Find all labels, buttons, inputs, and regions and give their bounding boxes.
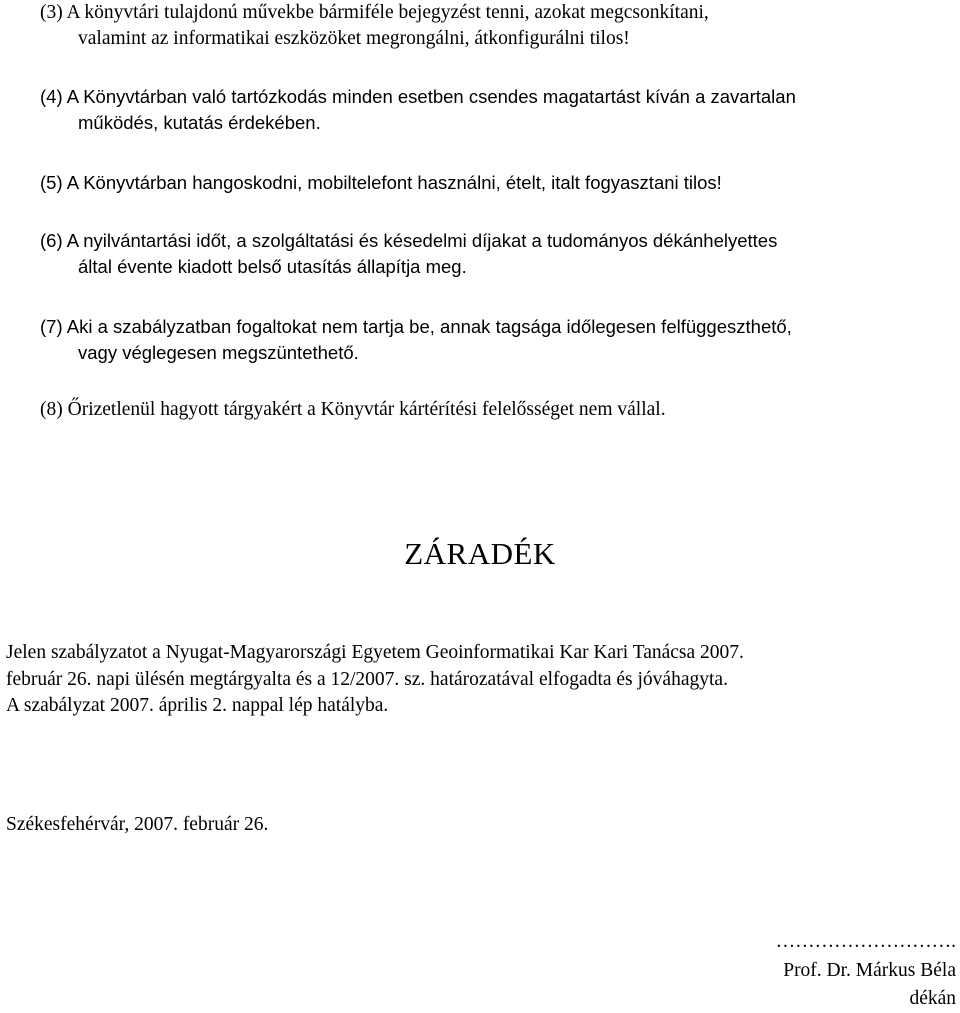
paragraph-line: (7) Aki a szabályzatban fogaltokat nem tartja be, annak tagsága időlegesen felfüggeszthető, — [40, 316, 792, 337]
section-heading: ZÁRADÉK — [404, 536, 556, 571]
closing-statement — [6, 640, 960, 720]
signatory-title: dékán — [909, 988, 956, 1009]
rule-paragraph-5 — [40, 170, 956, 196]
paragraph-line: működés, kutatás érdekében. — [78, 112, 321, 133]
paragraph-line: által évente kiadott belső utasítás állapítja meg. — [78, 256, 467, 277]
signatory-name: Prof. Dr. Márkus Béla — [783, 960, 956, 981]
signature-line: ………………………. — [775, 931, 956, 952]
paragraph-line: (6) A nyilvántartási időt, a szolgáltatási és késedelmi díjakat a tudományos dékánhelyettes — [40, 230, 778, 251]
place-date: Székesfehérvár, 2007. február 26. — [6, 814, 269, 835]
rule-paragraph-4 — [40, 84, 956, 136]
closing-line: február 26. napi ülésén megtárgyalta és a 12/2007. sz. határozatával elfogadta és jóváhagyta. — [6, 668, 728, 690]
closing-line: Jelen szabályzatot a Nyugat-Magyarországi Egyetem Geoinformatikai Kar Kari Tanácsa 2007. — [6, 642, 744, 663]
paragraph-line: (8) Őrizetlenül hagyott tárgyakért a Könyvtár kártérítési felelősséget nem vállal. — [40, 399, 666, 420]
paragraph-line: (5) A Könyvtárban hangoskodni, mobiltelefont használni, ételt, italt fogyasztani tilos! — [40, 172, 722, 193]
rule-paragraph-3 — [40, 0, 956, 52]
paragraph-line: (3) A könyvtári tulajdonú művekbe bármiféle bejegyzést tenni, azokat megcsonkítani, — [40, 2, 709, 23]
paragraph-line: vagy véglegesen megszüntethető. — [78, 342, 359, 363]
rule-paragraph-6 — [40, 228, 956, 280]
closing-line: A szabályzat 2007. április 2. nappal lép hatályba. — [6, 695, 389, 716]
paragraph-line: valamint az informatikai eszközöket megrongálni, átkonfigurálni tilos! — [78, 28, 630, 49]
rule-paragraph-7 — [40, 314, 956, 366]
paragraph-line: (4) A Könyvtárban való tartózkodás minden esetben csendes magatartást kíván a zavartalan — [40, 86, 796, 107]
rule-paragraph-8 — [40, 397, 956, 423]
